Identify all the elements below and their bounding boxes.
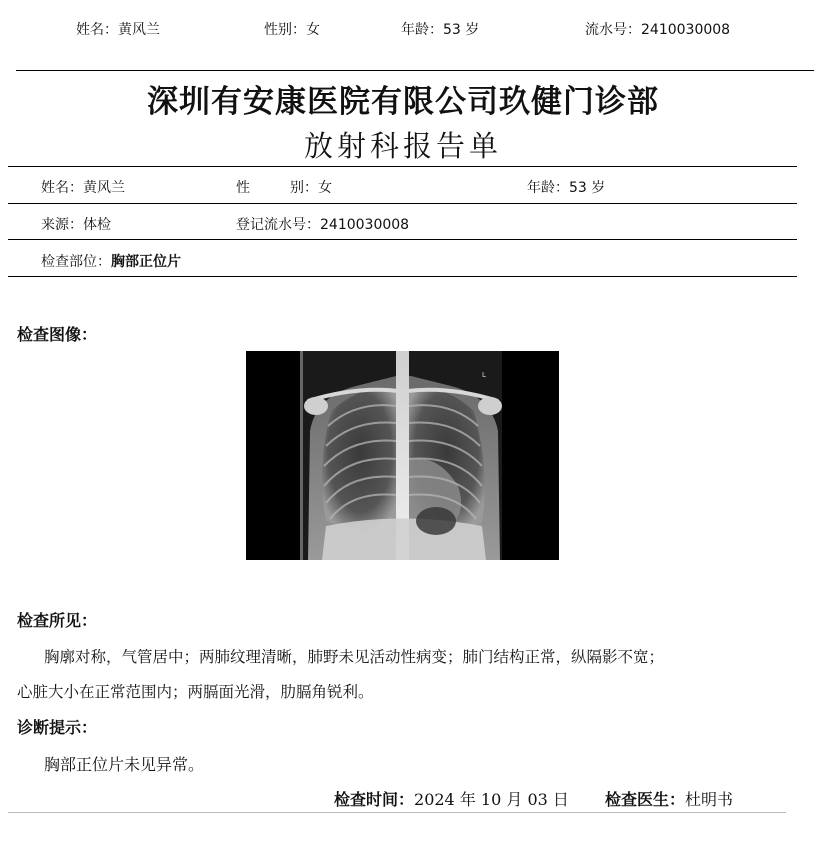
info-rule-2 (8, 239, 797, 240)
exam-time (334, 787, 569, 810)
chest-xray-image (246, 351, 559, 560)
header-divider (16, 70, 814, 71)
info-age (527, 177, 605, 197)
info-part-value: 胸部正位片 (111, 254, 181, 270)
header-serial (585, 19, 730, 39)
exam-time-label: 检查时间： (334, 790, 415, 809)
info-rule-1 (8, 203, 797, 204)
exam-doctor-label: 检查医生： (605, 790, 686, 809)
header-name (76, 19, 160, 39)
image-section-label: 检查图像： (17, 325, 98, 344)
info-name-label: 姓名： (41, 180, 83, 196)
exam-doctor-value: 杜明书 (685, 790, 734, 809)
info-source-label: 来源： (41, 217, 83, 233)
exam-time-value: 2024 年 10 月 03 日 (414, 790, 569, 809)
header-sex-label: 性别： (264, 22, 306, 38)
info-sex (236, 177, 332, 197)
header-age-value: 53 岁 (443, 22, 480, 38)
header-serial-label: 流水号： (585, 22, 641, 38)
info-age-value: 53 岁 (569, 180, 606, 196)
chest-xray-drawing (246, 351, 559, 560)
header-age (401, 19, 479, 39)
info-name-value: 黄风兰 (83, 180, 125, 196)
diagnosis-text: 胸部正位片未见异常。 (44, 755, 205, 774)
info-name (41, 177, 125, 197)
info-sex-label-a: 性 (236, 180, 250, 196)
header-name-label: 姓名： (76, 22, 118, 38)
info-reg (236, 214, 409, 234)
exam-doctor (605, 787, 733, 810)
findings-line-2: 心脏大小在正常范围内；两膈面光滑，肋膈角锐利。 (17, 683, 374, 701)
info-reg-value: 2410030008 (320, 217, 410, 233)
xray-marker: L (482, 371, 486, 379)
info-source (41, 214, 111, 234)
info-sex-value: 女 (318, 180, 332, 196)
header-age-label: 年龄： (401, 22, 443, 38)
findings-line-1: 胸廓对称，气管居中；两肺纹理清晰，肺野未见活动性病变；肺门结构正常，纵隔影不宽； (44, 648, 665, 666)
header-serial-value: 2410030008 (641, 22, 731, 38)
info-top-rule (8, 166, 797, 167)
info-reg-label: 登记流水号： (236, 217, 320, 233)
hospital-name: 深圳有安康医院有限公司玖健门诊部 (147, 84, 659, 120)
info-part-label: 检查部位： (41, 254, 111, 270)
info-part (41, 251, 181, 271)
header-name-value: 黄风兰 (118, 22, 160, 38)
info-age-label: 年龄： (527, 180, 569, 196)
info-source-value: 体检 (83, 217, 111, 233)
info-sex-label-b: 别： (290, 180, 318, 196)
header-sex (264, 19, 320, 39)
findings-label: 检查所见： (17, 611, 98, 630)
report-title: 放射科报告单 (303, 129, 502, 163)
info-bottom-rule (8, 276, 797, 277)
header-sex-value: 女 (306, 22, 320, 38)
diagnosis-label: 诊断提示： (17, 718, 98, 737)
footer-rule (8, 812, 786, 813)
